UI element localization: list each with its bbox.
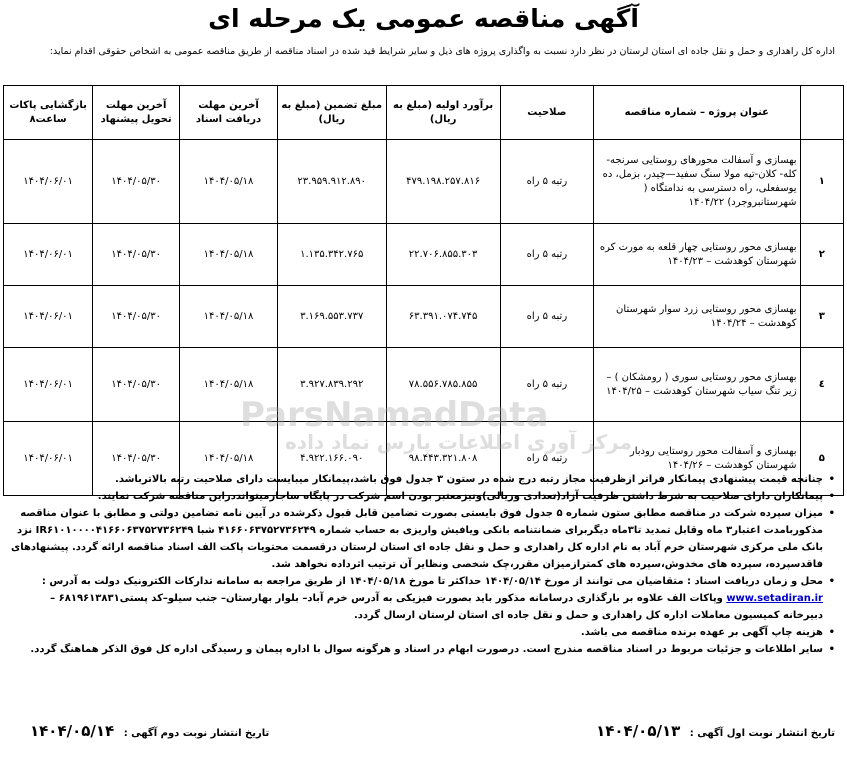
submit-deadline: ۱۴۰۴/۰۵/۳۰ <box>93 224 180 286</box>
first-publication-label: تاریخ انتشار نوبت اول آگهی : <box>689 728 835 739</box>
project-rating: رتبه ۵ راه <box>500 140 593 224</box>
bullet-icon: • <box>828 576 835 587</box>
header-rating: صلاحیت <box>500 86 593 140</box>
note-item <box>10 471 835 488</box>
row-number: ۵ <box>800 422 843 496</box>
note-text: وپاکات الف علاوه بر بارگذاری درسامانه مذکور باید بصورت فیزیکی به آدرس خرم آباد– بلوار بهارستان– جنب سیلو–کد پستی۶۸۱۹۶۱۳۸۳۱ – دبیرخانه کمیسیون معاملات اداره کل راهداری و حمل و نقل جاده ای استان لرستان ارسال گردد. <box>50 593 823 621</box>
bullet-icon: • <box>828 644 835 655</box>
note-text: سایر اطلاعات و جزئیات مربوط در اسناد مناقصه مندرج است. درصورت ابهام در اسناد و هرگونه سوال با اداره پیمان و رسیدگی اداره کل فوق الذکر هماهنگ گردد. <box>30 644 823 655</box>
bullet-icon: • <box>828 491 835 502</box>
note-item <box>10 624 835 641</box>
project-estimate: ۷۸.۵۵۶.۷۸۵.۸۵۵ <box>386 348 500 422</box>
project-title: بهسازی محور روستایی سوری ( رومشکان ) – زیر تنگ سیاب شهرستان کوهدشت – ۱۴۰۴/۲۵ <box>594 348 800 422</box>
project-title: بهسازی و آسفالت محورهای روستایی سرنجه-کله- کلان-تپه مولا سنگ سفید—چیدر، بزمل، ده یوسفعلی، راه دسترسی به ندامتگاه ( شهرستانبروجرد) ۱۴۰۴/۲۲ <box>594 140 800 224</box>
second-publication-label: تاریخ انتشار نوبت دوم آگهی : <box>123 728 270 739</box>
note-item <box>10 641 835 658</box>
project-title: بهسازی محور روستایی چهار قلعه به مورت کره شهرستان کوهدشت – ۱۴۰۴/۲۳ <box>594 224 800 286</box>
table-row <box>4 348 844 422</box>
table-row <box>4 286 844 348</box>
notes-section <box>10 471 835 658</box>
project-title: بهسازی محور روستایی زرد سوار شهرستان کوهدشت – ۱۴۰۴/۲۴ <box>594 286 800 348</box>
row-number: ۲ <box>800 224 843 286</box>
opening-date: ۱۴۰۴/۰۶/۰۱ <box>4 422 93 496</box>
project-rating: رتبه ۵ راه <box>500 348 593 422</box>
row-number: ٤ <box>800 348 843 422</box>
receive-deadline: ۱۴۰۴/۰۵/۱۸ <box>180 422 278 496</box>
second-publication <box>30 722 269 740</box>
opening-date: ۱۴۰۴/۰۶/۰۱ <box>4 348 93 422</box>
projects-table <box>3 85 844 496</box>
bullet-icon: • <box>828 474 835 485</box>
row-number: ۱ <box>800 140 843 224</box>
project-title: بهسازی و آسفالت محور روستایی رودبار شهرستان کوهدشت – ۱۴۰۴/۲۶ <box>594 422 800 496</box>
project-estimate: ۶۳.۳۹۱.۰۷۴.۷۴۵ <box>386 286 500 348</box>
watermark-brand: ParsNamadData <box>240 395 549 435</box>
bullet-icon: • <box>828 508 835 519</box>
first-publication-date: ۱۴۰۴/۰۵/۱۳ <box>596 722 681 740</box>
project-estimate: ۲۲.۷۰۶.۸۵۵.۳۰۳ <box>386 224 500 286</box>
submit-deadline: ۱۴۰۴/۰۵/۳۰ <box>93 348 180 422</box>
project-guarantee: ۱.۱۳۵.۳۴۲.۷۶۵ <box>277 224 386 286</box>
opening-date: ۱۴۰۴/۰۶/۰۱ <box>4 286 93 348</box>
header-estimate: برآورد اولیه (مبلغ به ریال) <box>386 86 500 140</box>
header-opening: بازگشایی پاکات ساعت۸ <box>4 86 93 140</box>
table-header-row <box>4 86 844 140</box>
notice-title: آگهی مناقصه عمومی یک مرحله ای <box>208 4 639 33</box>
note-text: هزینه چاپ آگهی بر عهده برنده مناقصه می باشد. <box>580 627 823 638</box>
row-number: ۳ <box>800 286 843 348</box>
note-item <box>10 488 835 505</box>
opening-date: ۱۴۰۴/۰۶/۰۱ <box>4 140 93 224</box>
note-item <box>10 505 835 573</box>
submit-deadline: ۱۴۰۴/۰۵/۳۰ <box>93 422 180 496</box>
header-guarantee: مبلغ تضمین (مبلغ به ریال) <box>277 86 386 140</box>
setadiran-link[interactable]: www.setadiran.ir <box>726 593 823 604</box>
first-publication <box>596 722 835 740</box>
submit-deadline: ۱۴۰۴/۰۵/۳۰ <box>93 140 180 224</box>
note-item <box>10 573 835 624</box>
table-row <box>4 224 844 286</box>
notice-intro: اداره کل راهداری و حمل و نقل جاده ای استان لرستان در نظر دارد نسبت به واگذاری پروژه های ذیل و سایر شرایط قید شده در اسناد مناقصه از طریق مناقصه عمومی به اشخاص حقوقی اقدام نماید: <box>49 46 835 57</box>
note-text: چنانچه قیمت پیشنهادی پیمانکار فراتر ازظرفیت مجاز رتبه درج شده در ستون ۳ جدول فوق باشد،پیمانکار میبایست دارای صلاحیت رتبه بالاترباشد. <box>115 474 823 485</box>
project-guarantee: ۲۳.۹۵۹.۹۱۲.۸۹۰ <box>277 140 386 224</box>
project-rating: رتبه ۵ راه <box>500 224 593 286</box>
header-receive: آخرین مهلت دریافت اسناد <box>180 86 278 140</box>
project-estimate: ۴۷۹.۱۹۸.۲۵۷.۸۱۶ <box>386 140 500 224</box>
project-guarantee: ۳.۱۶۹.۵۵۳.۷۳۷ <box>277 286 386 348</box>
receive-deadline: ۱۴۰۴/۰۵/۱۸ <box>180 348 278 422</box>
project-rating: رتبه ۵ راه <box>500 422 593 496</box>
header-title: عنوان پروژه – شماره مناقصه <box>594 86 800 140</box>
project-guarantee: ۴.۹۲۲.۱۶۶.۰۹۰ <box>277 422 386 496</box>
header-submit: آخرین مهلت تحویل پیشنهاد <box>93 86 180 140</box>
note-text: پیمانکاران دارای صلاحیت به شرط داشتن ظرفیت آزاد(تعدادی وریالی)ونیزمعتبر بودن اسم شرکت در پایگاه ساجارمیتوانددراین مناقصه شرکت نمایند. <box>97 491 823 502</box>
receive-deadline: ۱۴۰۴/۰۵/۱۸ <box>180 286 278 348</box>
table-row <box>4 140 844 224</box>
submit-deadline: ۱۴۰۴/۰۵/۳۰ <box>93 286 180 348</box>
publication-footer <box>10 718 835 740</box>
second-publication-date: ۱۴۰۴/۰۵/۱۴ <box>30 722 115 740</box>
project-rating: رتبه ۵ راه <box>500 286 593 348</box>
project-estimate: ۹۸.۴۴۳.۳۲۱.۸۰۸ <box>386 422 500 496</box>
watermark-subtitle: مرکز آوری اطلاعات پارس نماد داده <box>285 430 633 454</box>
opening-date: ۱۴۰۴/۰۶/۰۱ <box>4 224 93 286</box>
receive-deadline: ۱۴۰۴/۰۵/۱۸ <box>180 140 278 224</box>
note-text: میزان سپرده شرکت در مناقصه مطابق ستون شماره ۵ جدول فوق بایستی بصورت تضامین قابل قبول ذکرشده در آیین نامه تضامین دولتی و مطابق با عنوان مناقصه مذکوربامدت اعتبار۳ ماه وقابل تمدید تا۳ماه دیگربرای ضمانتنامه بانکی ویافیش واریزی به حساب شماره ۴۱۶۶۰۶۳۷۵۲۷۳۶۲۴۹ شبا IR۶۱۰۱۰۰۰۰۴۱۶۶۰۶۳۷۵۲۷۳۶۲۴۹ نزد بانک ملی مرکزی شهرستان خرم آباد به نام اداره کل راهداری و حمل و نقل جاده ای استان لرستان درقسمت محتویات پاکت الف اسناد مناقصه ارائه گردد. پیشنهادهای فاقدسپرده، سپرده های مخدوش،سپرده های کمترازمیزان مقرر،چک شخصی ونظایر آن ترتیب اثرداده نخواهد شد. <box>11 508 823 570</box>
note-text: محل و زمان دریافت اسناد : متقاضیان می توانند از مورخ ۱۴۰۴/۰۵/۱۴ حداکثر تا مورخ ۱۴۰۴/۰۵/۱۸ از طریق مراجعه به سامانه تدارکات الکترونیک دولت به آدرس : <box>41 576 823 587</box>
bullet-icon: • <box>828 627 835 638</box>
header-index <box>800 86 843 140</box>
receive-deadline: ۱۴۰۴/۰۵/۱۸ <box>180 224 278 286</box>
project-guarantee: ۳.۹۲۷.۸۳۹.۲۹۲ <box>277 348 386 422</box>
